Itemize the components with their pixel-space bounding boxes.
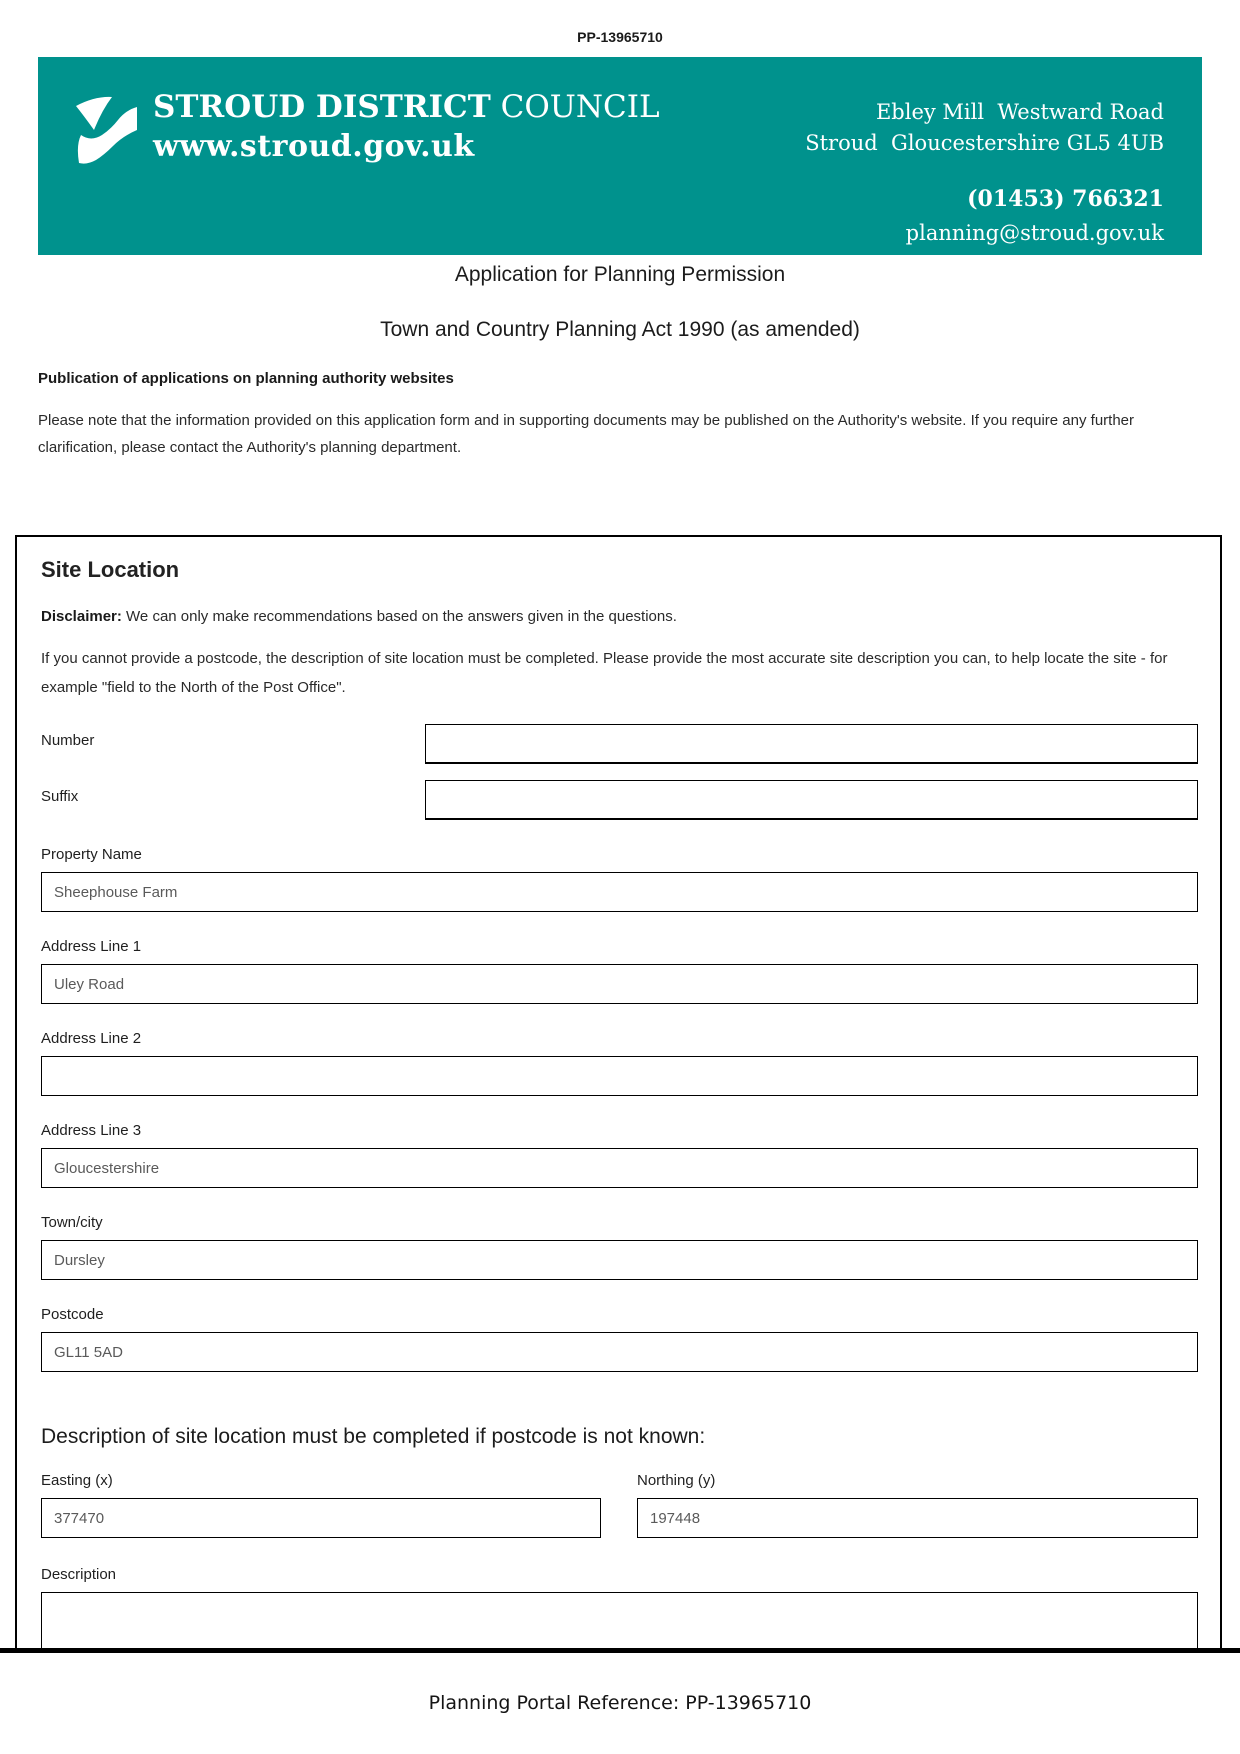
description-label: Description — [41, 1566, 117, 1583]
field-row-suffix — [41, 780, 1198, 820]
council-email: planning@stroud.gov.uk — [905, 221, 1164, 245]
stroud-council-logo-icon — [73, 95, 139, 172]
field-row-number — [41, 724, 1198, 764]
site-location-section — [15, 535, 1222, 1648]
field-row-town-city — [41, 1214, 1198, 1280]
site-location-intro: If you cannot provide a postcode, the description of site location must be completed. Please provide the most accurate site description you can, to help locate the site - for example "field to the North of the Post Office". — [41, 650, 1168, 696]
property-name-label: Property Name — [41, 846, 142, 863]
suffix-label: Suffix — [41, 788, 79, 805]
address-line-2-label: Address Line 2 — [41, 1030, 142, 1047]
address-line-2-input[interactable] — [41, 1056, 1198, 1096]
number-label: Number — [41, 732, 95, 749]
council-phone: (01453) 766321 — [967, 186, 1164, 212]
council-name: STROUD DISTRICT COUNCIL — [153, 89, 660, 125]
planning-portal-reference-top: PP-13965710 — [577, 29, 663, 45]
suffix-input[interactable] — [425, 780, 1198, 820]
property-name-input[interactable] — [41, 872, 1198, 912]
council-address-line1: Ebley Mill Westward Road — [875, 100, 1164, 124]
field-row-property-name — [41, 846, 1198, 912]
address-line-1-input[interactable] — [41, 964, 1198, 1004]
publication-body: Please note that the information provided on this application form and in supporting documents may be published on the Authority's website. If you require any further clarification, please contact the Authority's planning department. — [38, 412, 1135, 456]
publication-heading: Publication of applications on planning authority websites — [38, 370, 454, 387]
town-city-label: Town/city — [41, 1214, 103, 1231]
field-row-address-line-2 — [41, 1030, 1198, 1096]
council-address-line2: Stroud Gloucestershire GL5 4UB — [805, 131, 1164, 155]
address-line-1-label: Address Line 1 — [41, 938, 142, 955]
field-row-address-line-1 — [41, 938, 1198, 1004]
address-line-3-input[interactable] — [41, 1148, 1198, 1188]
council-header-banner — [38, 57, 1202, 255]
disclaimer-label: Disclaimer: — [41, 608, 122, 625]
description-textarea[interactable] — [41, 1592, 1198, 1648]
field-easting — [41, 1472, 601, 1538]
disclaimer-text: Disclaimer: We can only make recommendations based on the answers given in the questions. — [41, 608, 677, 625]
description-requirement-heading: Description of site location must be completed if postcode is not known: — [41, 1425, 706, 1448]
council-website: www.stroud.gov.uk — [153, 129, 475, 164]
council-brand-text — [153, 87, 660, 167]
council-contact-block — [805, 97, 1164, 249]
northing-label: Northing (y) — [637, 1472, 716, 1489]
page-break-bar — [0, 1648, 1240, 1653]
field-row-postcode — [41, 1306, 1198, 1372]
field-northing — [637, 1472, 1198, 1538]
form-subtitle: Town and Country Planning Act 1990 (as amended) — [380, 318, 860, 341]
easting-input[interactable] — [41, 1498, 601, 1538]
postcode-label: Postcode — [41, 1306, 104, 1323]
town-city-input[interactable] — [41, 1240, 1198, 1280]
site-location-heading: Site Location — [41, 557, 180, 582]
planning-portal-reference-footer: Planning Portal Reference: PP-13965710 — [428, 1692, 812, 1714]
number-input[interactable] — [425, 724, 1198, 764]
postcode-input[interactable] — [41, 1332, 1198, 1372]
coordinates-row — [41, 1472, 1198, 1538]
easting-label: Easting (x) — [41, 1472, 113, 1489]
field-row-address-line-3 — [41, 1122, 1198, 1188]
field-row-description — [41, 1566, 1198, 1648]
northing-input[interactable] — [637, 1498, 1198, 1538]
form-title: Application for Planning Permission — [454, 263, 786, 286]
address-line-3-label: Address Line 3 — [41, 1122, 142, 1139]
